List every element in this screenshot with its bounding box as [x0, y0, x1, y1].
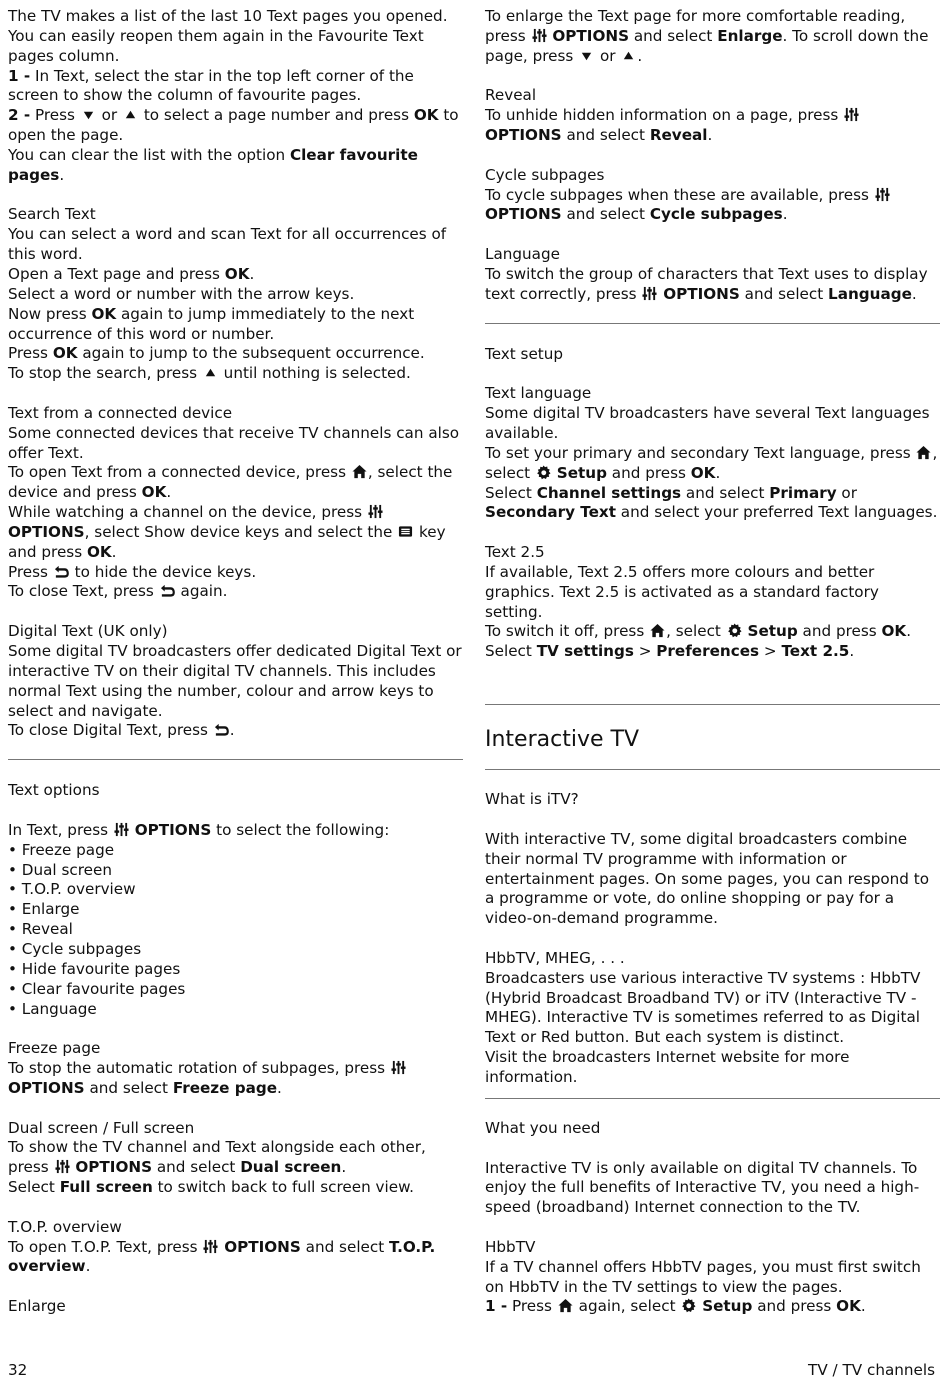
home-icon: [916, 445, 931, 460]
favourites-step-2: 2 - Press or to select a page number and press OK to open the page.: [8, 106, 459, 145]
cycle-subpages-text: To cycle subpages when these are available, press OPTIONS and select Cycle subpages.: [485, 186, 940, 226]
reveal-heading: Reveal: [485, 86, 537, 105]
what-is-itv-text: With interactive TV, some digital broadcasters combine their normal TV programme with information or entertainment pages. On some pages, you can respond to a programme or vote, do online shopping or pay for a video-on-demand programme.: [485, 829, 930, 928]
search-text-line: Now press OK again to jump immediately to the next occurrence of this word or number.: [8, 304, 415, 343]
text-25-line: Select TV settings > Preferences > Text 2.5.: [485, 642, 855, 661]
text-language-line: Select Channel settings and select Primary or Secondary Text and select your preferred Text languages.: [485, 483, 938, 522]
freeze-page-heading: Freeze page: [8, 1039, 101, 1058]
text-25-heading: Text 2.5: [485, 543, 545, 562]
page-number: 32: [8, 1361, 28, 1379]
triangle-down-icon: [579, 48, 594, 63]
home-icon: [558, 1298, 573, 1313]
digital-text-line: Some digital TV broadcasters offer dedicated Digital Text or interactive TV on their digital TV channels. This includes normal Text using the number, colour and arrow keys to select and navigate.: [8, 642, 462, 720]
device-text-line: While watching a channel on the device, press OPTIONS, select Show device keys and select the key and press OK.: [8, 503, 446, 561]
search-text-line: Open a Text page and press OK.: [8, 264, 255, 283]
device-text-line: To open Text from a connected device, press , select the device and press OK.: [8, 463, 453, 502]
search-text-line: You can select a word and scan Text for all occurrences of this word.: [8, 225, 447, 264]
hbbtv-heading: HbbTV: [485, 1237, 536, 1256]
list-item: • Reveal: [8, 920, 73, 939]
home-icon: [650, 623, 665, 638]
search-text-line: Select a word or number with the arrow keys.: [8, 284, 355, 303]
dual-screen-text: To show the TV channel and Text alongside each other, press OPTIONS and select Dual screen.: [8, 1138, 426, 1177]
triangle-up-icon: [203, 365, 218, 380]
text-25-line: If available, Text 2.5 offers more colours and better graphics. Text 2.5 is activated as a standard factory setting.: [485, 562, 879, 621]
device-text-line: Press to hide the device keys.: [8, 562, 257, 581]
what-you-need-heading: What you need: [485, 1118, 601, 1137]
options-sliders-icon: [55, 1159, 70, 1174]
digital-text-heading: Digital Text (UK only): [8, 622, 168, 641]
triangle-up-icon: [123, 107, 138, 122]
favourites-clear: You can clear the list with the option Clear favourite pages.: [8, 145, 418, 184]
triangle-down-icon: [81, 107, 96, 122]
hbbtv-mheg-heading: HbbTV, MHEG, . . .: [485, 948, 625, 967]
text-options-list: [8, 841, 463, 1020]
list-item: • Language: [8, 999, 97, 1018]
search-text-line: To stop the search, press until nothing is selected.: [8, 364, 411, 383]
list-item: • Clear favourite pages: [8, 979, 186, 998]
text-25-line: To switch it off, press , select Setup and press OK.: [485, 622, 912, 641]
favourites-intro: The TV makes a list of the last 10 Text pages you opened. You can easily reopen them again in the Favourite Text pages column.: [8, 7, 448, 65]
back-arrow-icon: [54, 564, 69, 579]
right-column: [485, 7, 940, 1317]
triangle-up-icon: [621, 48, 636, 63]
text-options-intro: In Text, press OPTIONS to select the following:: [8, 820, 390, 839]
home-icon: [352, 464, 367, 479]
list-item: • Hide favourite pages: [8, 959, 181, 978]
favourites-step-1: 1 - In Text, select the star in the top left corner of the screen to show the column of favourite pages.: [8, 66, 414, 105]
options-sliders-icon: [875, 187, 890, 202]
full-screen-text: Select Full screen to switch back to full screen view.: [8, 1178, 414, 1197]
gear-icon: [536, 465, 551, 480]
text-setup-heading: Text setup: [485, 344, 564, 363]
top-overview-heading: T.O.P. overview: [8, 1217, 122, 1236]
options-sliders-icon: [642, 286, 657, 301]
hbbtv-mheg-text: Broadcasters use various interactive TV systems : HbbTV (Hybrid Broadcast Broadband TV) or iTV (Interactive TV - MHEG). Interactive TV is sometimes referred to as Digital Text or Red button. But each system is distinct.: [485, 968, 921, 1047]
device-text-line: To close Text, press again.: [8, 582, 228, 601]
enlarge-heading: Enlarge: [8, 1297, 66, 1316]
top-overview-text: To open T.O.P. Text, press OPTIONS and select T.O.P. overview.: [8, 1237, 436, 1276]
enlarge-text: To enlarge the Text page for more comfortable reading, press OPTIONS and select Enlarge. To scroll down the page, press or .: [485, 7, 929, 65]
language-heading: Language: [485, 245, 560, 264]
hbbtv-text: If a TV channel offers HbbTV pages, you must first switch on HbbTV in the TV settings to view the pages.: [485, 1257, 921, 1296]
interactive-tv-title: Interactive TV: [485, 727, 639, 753]
search-text-line: Press OK again to jump to the subsequent occurrence.: [8, 344, 425, 363]
options-sliders-icon: [844, 107, 859, 122]
back-arrow-icon: [214, 722, 229, 737]
gear-icon: [727, 623, 742, 638]
device-keys-icon: [398, 524, 413, 539]
dual-screen-heading: Dual screen / Full screen: [8, 1118, 195, 1137]
footer-section-title: TV / TV channels: [808, 1361, 935, 1379]
hbbtv-step-1: 1 - Press again, select Setup and press OK.: [485, 1297, 866, 1316]
options-sliders-icon: [391, 1060, 406, 1075]
options-sliders-icon: [368, 504, 383, 519]
what-you-need-text: Interactive TV is only available on digital TV channels. To enjoy the full benefits of Interactive TV, you need a high-speed (broadband) Internet connection to the TV.: [485, 1158, 920, 1217]
text-options-heading: Text options: [8, 781, 100, 800]
text-language-heading: Text language: [485, 384, 592, 403]
left-column: [8, 7, 463, 1317]
options-sliders-icon: [203, 1239, 218, 1254]
hbbtv-mheg-text: Visit the broadcasters Internet website for more information.: [485, 1048, 850, 1086]
list-item: • Enlarge: [8, 900, 80, 919]
digital-text-line: To close Digital Text, press .: [8, 721, 235, 740]
cycle-subpages-heading: Cycle subpages: [485, 165, 605, 184]
device-text-heading: Text from a connected device: [8, 403, 233, 422]
options-sliders-icon: [532, 28, 547, 43]
list-item: • Freeze page: [8, 840, 115, 859]
search-text-heading: Search Text: [8, 205, 96, 224]
device-text-line: Some connected devices that receive TV channels can also offer Text.: [8, 423, 460, 462]
back-arrow-icon: [160, 583, 175, 598]
what-is-itv-heading: What is iTV?: [485, 790, 579, 809]
list-item: • Cycle subpages: [8, 939, 142, 958]
list-item: • T.O.P. overview: [8, 880, 136, 899]
reveal-text: To unhide hidden information on a page, press OPTIONS and select Reveal.: [485, 106, 940, 146]
text-language-line: Some digital TV broadcasters have several Text languages available.: [485, 404, 930, 443]
language-text: To switch the group of characters that Text uses to display text correctly, press OPTIONS and select Language.: [485, 264, 928, 303]
freeze-page-text: To stop the automatic rotation of subpages, press OPTIONS and select Freeze page.: [8, 1059, 463, 1099]
gear-icon: [681, 1298, 696, 1313]
options-sliders-icon: [114, 822, 129, 837]
list-item: • Dual screen: [8, 860, 112, 879]
text-language-line: To set your primary and secondary Text language, press , select Setup and press OK.: [485, 443, 938, 482]
